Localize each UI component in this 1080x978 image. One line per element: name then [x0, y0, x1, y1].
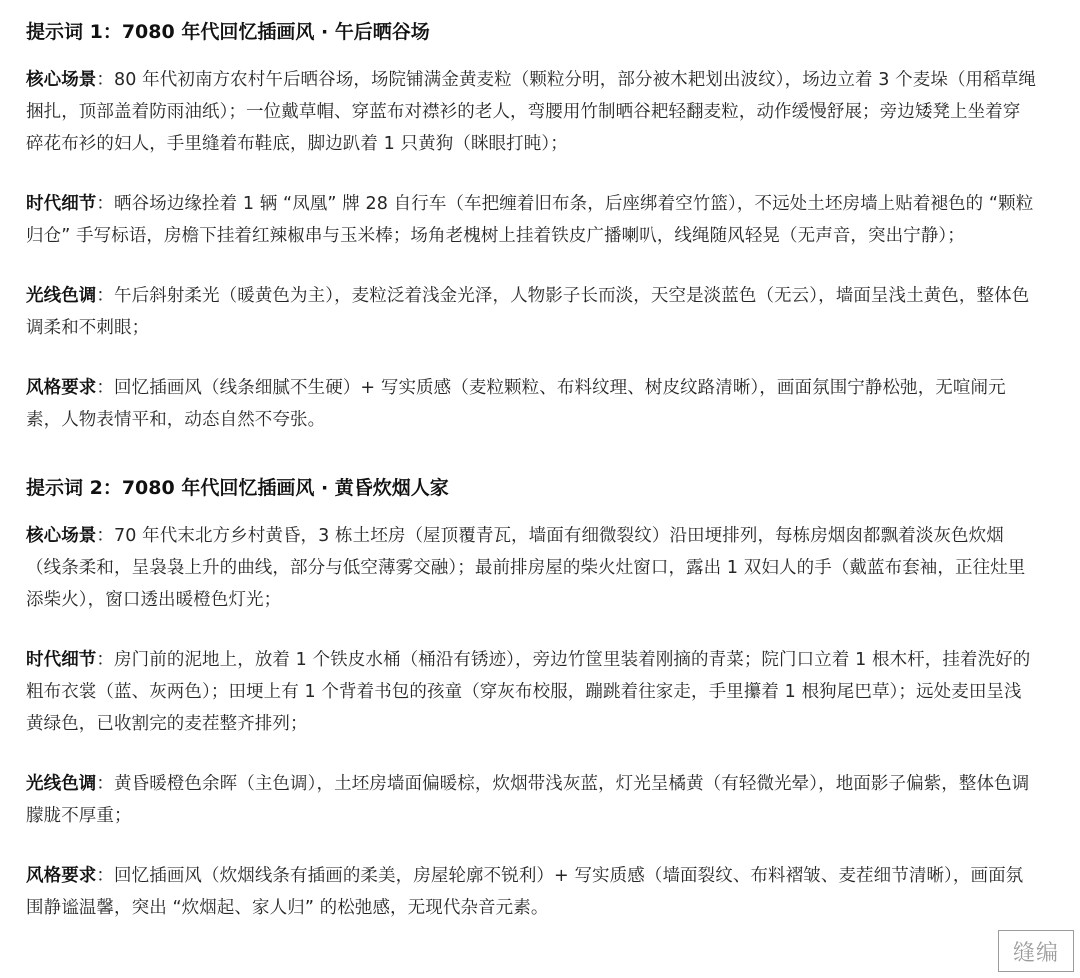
paragraph-lighting-tone — [26, 768, 1036, 832]
document — [26, 0, 1036, 924]
paragraph-label: 光线色调 — [26, 774, 97, 794]
label-separator: ： — [96, 866, 115, 886]
watermark-logo: 缝编 — [998, 930, 1074, 972]
label-separator: ： — [96, 650, 115, 670]
paragraph-text: 70 年代末北方乡村黄昏，3 栋土坯房（屋顶覆青瓦，墙面有细微裂纹）沿田埂排列，每栋房烟囱都飘着淡灰色炊烟（线条柔和，呈袅袅上升的曲线，部分与低空薄雾交融）；最前排房屋的柴火灶窗口，露出 1 双妇人的手（戴蓝布套袖，正往灶里添柴火），窗口透出暖橙色灯光； — [26, 526, 1026, 610]
paragraph-label: 风格要求 — [26, 866, 97, 886]
paragraph-label: 时代细节 — [26, 650, 97, 670]
prompt-section-1 — [26, 16, 1036, 436]
label-separator: ： — [96, 194, 115, 214]
paragraph-core-scene — [26, 520, 1036, 616]
paragraph-text: 晒谷场边缘拴着 1 辆 “凤凰” 牌 28 自行车（车把缠着旧布条，后座绑着空竹篮），不远处土坯房墙上贴着褪色的 “颗粒归仓” 手写标语，房檐下挂着红辣椒串与玉米棒；场角老槐树上挂着铁皮广播喇叭，线绳随风轻晃（无声音，突出宁静）； — [26, 194, 1034, 246]
paragraph-text: 黄昏暖橙色余晖（主色调），土坯房墙面偏暖棕，炊烟带浅灰蓝，灯光呈橘黄（有轻微光晕），地面影子偏紫，整体色调朦胧不厚重； — [26, 774, 1030, 826]
paragraph-text: 80 年代初南方农村午后晒谷场，场院铺满金黄麦粒（颗粒分明，部分被木耙划出波纹），场边立着 3 个麦垛（用稻草绳捆扎，顶部盖着防雨油纸）；一位戴草帽、穿蓝布对襟衫的老人，弯腰用竹制晒谷耙轻翻麦粒，动作缓慢舒展；旁边矮凳上坐着穿碎花布衫的妇人，手里缝着布鞋底，脚边趴着 1 只黄狗（眯眼打盹）； — [26, 70, 1036, 154]
paragraph-label: 光线色调 — [26, 286, 97, 306]
label-separator: ： — [96, 526, 115, 546]
label-separator: ： — [96, 378, 115, 398]
paragraph-lighting-tone — [26, 280, 1036, 344]
paragraph-text: 午后斜射柔光（暖黄色为主），麦粒泛着浅金光泽，人物影子长而淡，天空是淡蓝色（无云），墙面呈浅土黄色，整体色调柔和不刺眼； — [26, 286, 1030, 338]
paragraph-era-details — [26, 644, 1036, 740]
section-heading: 提示词 1：7080 年代回忆插画风 · 午后晒谷场 — [26, 21, 430, 43]
paragraph-label: 时代细节 — [26, 194, 97, 214]
paragraph-label: 风格要求 — [26, 378, 97, 398]
paragraph-style-requirements — [26, 372, 1036, 436]
paragraph-label: 核心场景 — [26, 70, 97, 90]
section-heading: 提示词 2：7080 年代回忆插画风 · 黄昏炊烟人家 — [26, 477, 449, 499]
paragraph-text: 回忆插画风（线条细腻不生硬）+ 写实质感（麦粒颗粒、布料纹理、树皮纹路清晰），画面氛围宁静松弛，无喧闹元素，人物表情平和，动态自然不夸张。 — [26, 378, 1006, 430]
label-separator: ： — [96, 774, 115, 794]
prompt-section-2 — [26, 472, 1036, 924]
paragraph-era-details — [26, 188, 1036, 252]
label-separator: ： — [96, 70, 115, 90]
paragraph-style-requirements — [26, 860, 1036, 924]
paragraph-text: 房门前的泥地上，放着 1 个铁皮水桶（桶沿有锈迹），旁边竹筐里装着刚摘的青菜；院门口立着 1 根木杆，挂着洗好的粗布衣裳（蓝、灰两色）；田埂上有 1 个背着书包的孩童（穿灰布校服，蹦跳着往家走，手里攥着 1 根狗尾巴草）；远处麦田呈浅黄绿色，已收割完的麦茬整齐排列； — [26, 650, 1031, 734]
paragraph-text: 回忆插画风（炊烟线条有插画的柔美，房屋轮廓不锐利）+ 写实质感（墙面裂纹、布料褶皱、麦茬细节清晰），画面氛围静谧温馨，突出 “炊烟起、家人归” 的松弛感，无现代杂音元素。 — [26, 866, 1024, 918]
paragraph-label: 核心场景 — [26, 526, 97, 546]
paragraph-core-scene — [26, 64, 1036, 160]
label-separator: ： — [96, 286, 115, 306]
